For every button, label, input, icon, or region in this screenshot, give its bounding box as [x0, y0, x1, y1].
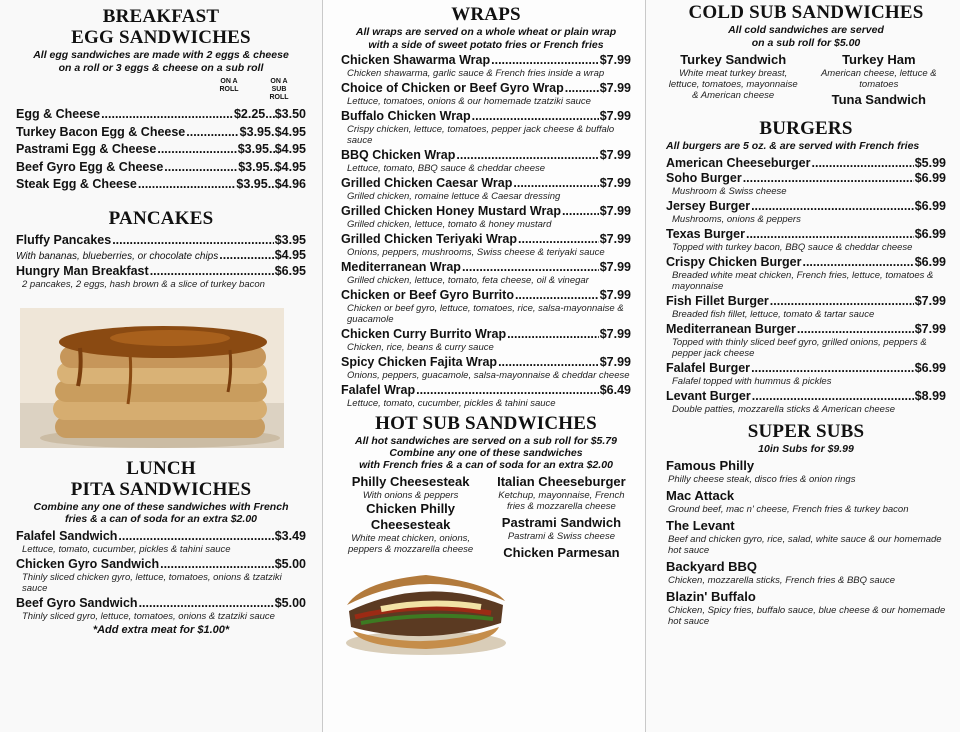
hot-subs-note-line-2: Combine any one of these sandwiches	[389, 447, 583, 459]
menu-item-row	[16, 233, 306, 248]
price-sub-roll: $4.96	[274, 177, 306, 191]
leader-dots	[507, 327, 599, 342]
panel-right	[646, 0, 960, 732]
item-description: Topped with turkey bacon, BBQ sauce & cheddar cheese	[672, 241, 913, 253]
item-name: American Cheeseburger	[666, 155, 811, 170]
cold-sub-desc: White meat turkey breast, lettuce, tomatoes, mayonnaise & American cheese	[668, 68, 798, 101]
leader-dots	[770, 294, 914, 309]
cold-subs-left-column	[666, 52, 800, 108]
item-name: Buffalo Chicken Wrap	[341, 109, 471, 123]
pancake-stack-photo	[20, 308, 284, 448]
menu-item-row	[341, 148, 631, 163]
item-description: Lettuce, tomato, BBQ sauce & cheddar cheese	[347, 163, 546, 174]
leader-dots	[565, 81, 599, 96]
item-price: $6.99	[914, 360, 946, 375]
item-name: Crispy Chicken Burger	[666, 254, 802, 269]
item-name: Grilled Chicken Teriyaki Wrap	[341, 232, 517, 246]
menu-item-row	[341, 232, 631, 247]
hot-sub-desc: Ketchup, mayonnaise, French fries & mozzarella cheese	[498, 490, 625, 512]
item-description: Onions, peppers, guacamole, salsa-mayonnaise & cheddar cheese	[347, 370, 630, 381]
price-sub-roll: $4.95	[274, 142, 306, 156]
price-roll: $3.95	[237, 142, 269, 156]
cold-sub-desc: American cheese, lettuce & tomatoes	[820, 68, 937, 90]
item-name: Grilled Chicken Caesar Wrap	[341, 176, 513, 190]
lunch-note-line-2: fries & a can of soda for an extra $2.00	[65, 513, 257, 525]
menu-item-row	[666, 227, 946, 242]
super-sub-name: Mac Attack	[666, 488, 735, 503]
breakfast-item-row	[16, 124, 306, 142]
egg-sandwiches-title: EGG SANDWICHES	[71, 27, 251, 48]
breakfast-item-row	[16, 141, 306, 159]
item-price: $5.00	[274, 556, 306, 571]
item-price: $3.49	[274, 528, 306, 543]
pancakes-title: PANCAKES	[108, 207, 214, 229]
breakfast-note-line-2: on a roll or 3 eggs & cheese on a sub roll	[58, 61, 264, 74]
item-price: $6.49	[599, 383, 631, 397]
menu-item-row	[666, 294, 946, 309]
leader-dots	[265, 106, 275, 124]
item-name: Fluffy Pancakes	[16, 232, 112, 247]
item-description: Lettuce, tomato, cucumber, pickles & tahini sauce	[22, 543, 231, 555]
item-description: Falafel topped with hummus & pickles	[672, 375, 832, 387]
menu-item-row	[666, 199, 946, 214]
item-price: $7.99	[599, 81, 631, 95]
lunch-note	[16, 501, 306, 526]
item-description: Mushrooms, onions & peppers	[672, 213, 801, 225]
price-roll: $3.95	[238, 159, 270, 174]
item-price: $7.99	[599, 109, 631, 123]
breakfast-item-row	[16, 106, 306, 124]
sub-sandwich-photo	[341, 561, 511, 657]
wraps-list	[341, 53, 631, 409]
breakfast-list	[16, 106, 306, 194]
cold-sub-name: Turkey Sandwich	[680, 52, 787, 67]
item-price: $7.99	[914, 321, 946, 336]
menu-item-row	[341, 204, 631, 219]
lunch-list	[16, 529, 306, 622]
burgers-note: All burgers are 5 oz. & are served with French fries	[666, 140, 920, 152]
menu-item-row	[666, 156, 946, 171]
leader-dots	[513, 176, 598, 191]
leader-dots	[472, 109, 599, 124]
leader-dots	[498, 355, 599, 370]
item-price: $4.95	[274, 247, 306, 262]
leader-dots	[150, 264, 274, 279]
leader-dots	[160, 557, 274, 572]
item-price: $6.99	[914, 254, 946, 269]
cold-subs-note-line-2: on a sub roll for $5.00	[751, 36, 861, 49]
breakfast-item-row	[16, 159, 306, 177]
hot-sub-desc: Pastrami & Swiss cheese	[507, 531, 615, 542]
menu-item-row	[341, 53, 631, 68]
leader-dots	[515, 288, 599, 303]
item-name: Spicy Chicken Fajita Wrap	[341, 355, 498, 369]
menu-item-row	[341, 383, 631, 398]
hot-subs-right-column	[492, 474, 631, 657]
hot-subs-title: HOT SUB SANDWICHES	[375, 413, 597, 434]
cold-subs-right-column	[812, 52, 946, 108]
super-sub-name: Backyard BBQ	[666, 559, 758, 574]
item-name: Levant Burger	[666, 388, 751, 403]
cold-subs-columns	[666, 52, 946, 108]
wraps-title: WRAPS	[451, 4, 521, 25]
menu-item-row	[341, 327, 631, 342]
item-name: Falafel Wrap	[341, 383, 416, 397]
leader-dots	[751, 199, 914, 214]
leader-dots	[752, 389, 914, 404]
item-description: Topped with thinly sliced beef gyro, grilled onions, peppers & pepper jack cheese	[672, 336, 927, 359]
item-name: Falafel Burger	[666, 360, 751, 375]
leader-dots	[751, 361, 914, 376]
item-name: Mediterranean Burger	[666, 321, 796, 336]
item-description: Crispy chicken, lettuce, tomatoes, pepper jack cheese & buffalo sauce	[347, 124, 615, 146]
hot-sub-name: Italian Cheeseburger	[497, 474, 626, 489]
item-description: Onions, peppers, mushrooms, Swiss cheese & teriyaki sauce	[347, 247, 605, 258]
burgers-title: BURGERS	[759, 118, 853, 139]
leader-dots	[112, 233, 274, 248]
price-sub-roll: $4.95	[274, 159, 306, 174]
panel-middle	[322, 0, 646, 732]
super-subs-list	[666, 458, 946, 627]
leader-dots	[164, 159, 237, 177]
price-roll: $3.95	[239, 124, 271, 139]
item-description: Mushroom & Swiss cheese	[672, 185, 787, 197]
menu-item-row	[341, 260, 631, 275]
item-name: Chicken or Beef Gyro Burrito	[341, 288, 514, 302]
item-description: Thinly sliced chicken gyro, lettuce, tomatoes, onions & tzatziki sauce	[22, 571, 282, 594]
item-name: Grilled Chicken Honey Mustard Wrap	[341, 204, 561, 218]
cold-sub-name: Tuna Sandwich	[831, 92, 926, 107]
wraps-note-line-1: All wraps are served on a whole wheat or plain wrap	[355, 26, 617, 38]
item-description: Lettuce, tomato, cucumber, pickles & tahini sauce	[347, 398, 556, 409]
super-sub-name: Blazin' Buffalo	[666, 589, 756, 604]
leader-dots	[138, 176, 236, 194]
price-roll: $2.25	[233, 107, 266, 121]
pita-sandwiches-title: PITA SANDWICHES	[70, 478, 252, 500]
item-price: $6.95	[274, 263, 306, 278]
item-price: $7.99	[599, 53, 631, 67]
item-name: Chicken Shawarma Wrap	[341, 53, 491, 67]
breakfast-title: BREAKFAST	[102, 6, 220, 27]
menu-item-row	[666, 389, 946, 404]
item-description: Breaded white meat chicken, French fries, lettuce, tomatoes & mayonnaise	[672, 269, 934, 292]
leader-dots	[462, 260, 599, 275]
leader-dots	[802, 255, 913, 270]
item-name: BBQ Chicken Wrap	[341, 148, 456, 162]
menu-item-row	[341, 355, 631, 370]
leader-dots	[118, 529, 273, 544]
item-description: Double patties, mozzarella sticks & American cheese	[672, 403, 895, 415]
wraps-note	[341, 26, 631, 51]
leader-dots	[743, 171, 914, 186]
item-name: Beef Gyro Egg & Cheese	[16, 159, 164, 174]
item-description: Lettuce, tomatoes, onions & our homemade tzatziki sauce	[347, 96, 591, 107]
item-name: Pastrami Egg & Cheese	[16, 142, 157, 156]
menu-item-row	[666, 255, 946, 270]
item-name: Jersey Burger	[666, 198, 751, 213]
item-price: $7.99	[599, 355, 631, 369]
leader-dots	[268, 176, 275, 194]
item-price: $7.99	[599, 260, 631, 274]
item-price: $7.99	[599, 148, 631, 162]
item-price: $7.99	[599, 327, 631, 341]
item-name: Falafel Sandwich	[16, 528, 118, 543]
lunch-title: LUNCH	[126, 457, 196, 479]
hot-subs-left-column	[341, 474, 480, 657]
extra-meat-note: *Add extra meat for $1.00*	[92, 623, 230, 636]
hot-subs-note-line-1: All hot sandwiches are served on a sub roll for $5.79	[354, 435, 617, 447]
leader-dots	[518, 232, 599, 247]
item-name: Choice of Chicken or Beef Gyro Wrap	[341, 81, 564, 95]
item-description: Thinly sliced gyro, lettuce, tomatoes, onions & tzatziki sauce	[22, 610, 275, 622]
menu-item-row	[16, 264, 306, 279]
breakfast-note	[16, 49, 306, 74]
cold-subs-note-line-1: All cold sandwiches are served	[728, 24, 884, 36]
menu-item-row	[341, 109, 631, 124]
col-header-sub-roll: ON A SUB ROLL	[269, 78, 289, 101]
hot-sub-desc: White meat chicken, onions, peppers & mozzarella cheese	[348, 533, 474, 555]
hot-subs-note-line-3: with French fries & a can of soda for an extra $2.00	[359, 459, 613, 471]
item-name: Hungry Man Breakfast	[16, 263, 149, 278]
menu-item-row	[341, 176, 631, 191]
item-price: $7.99	[914, 293, 946, 308]
item-name: With bananas, blueberries, or chocolate chips	[16, 250, 219, 262]
wraps-note-line-2: with a side of sweet potato fries or French fries	[368, 38, 604, 51]
item-description: Chicken shawarma, garlic sauce & French fries inside a wrap	[347, 68, 605, 79]
item-price: $6.99	[914, 170, 946, 185]
leader-dots	[456, 148, 598, 163]
leader-dots	[797, 322, 914, 337]
super-sub-name: The Levant	[666, 518, 735, 533]
menu-item-row	[666, 171, 946, 186]
super-subs-title: SUPER SUBS	[747, 420, 865, 442]
item-name: Chicken Gyro Sandwich	[16, 556, 160, 571]
item-description: Chicken or beef gyro, lettuce, tomatoes, rice, salsa-mayonnaise & guacamole	[347, 303, 624, 325]
item-description: Breaded fish fillet, lettuce, tomato & tartar sauce	[672, 308, 875, 320]
item-price: $6.99	[914, 226, 946, 241]
price-sub-roll: $4.95	[274, 124, 306, 139]
item-price: $7.99	[599, 176, 631, 190]
super-subs-note: 10in Subs for $9.99	[758, 442, 854, 455]
item-description: Grilled chicken, lettuce, tomato & honey mustard	[347, 219, 552, 230]
hot-sub-name: Chicken Philly Cheesesteak	[366, 501, 456, 532]
leader-dots	[491, 53, 599, 68]
menu-item-row	[341, 81, 631, 96]
price-roll: $3.95	[236, 177, 268, 191]
leader-dots	[416, 383, 599, 398]
super-sub-desc: Beef and chicken gyro, rice, salad, white sauce & our homemade hot sauce	[668, 534, 942, 556]
item-name: Chicken Curry Burrito Wrap	[341, 327, 507, 341]
super-sub-desc: Philly cheese steak, disco fries & onion rings	[668, 474, 856, 485]
menu-item-row	[16, 557, 306, 572]
item-name: Egg & Cheese	[16, 107, 101, 121]
item-price: $3.95	[274, 232, 306, 247]
item-description: Grilled chicken, romaine lettuce & Caesar dressing	[347, 191, 561, 202]
item-price: $5.00	[274, 595, 306, 610]
breakfast-item-row	[16, 176, 306, 194]
item-description: Grilled chicken, lettuce, tomato, feta cheese, oil & vinegar	[347, 275, 589, 286]
item-name: Steak Egg & Cheese	[16, 177, 137, 191]
item-name: Soho Burger	[666, 170, 742, 185]
item-price: $7.99	[599, 204, 631, 218]
super-sub-name: Famous Philly	[666, 458, 755, 473]
leader-dots	[746, 227, 914, 242]
item-price: $8.99	[914, 388, 946, 403]
item-price: $5.99	[914, 155, 946, 170]
leader-dots	[812, 156, 914, 171]
pancakes-list	[16, 233, 306, 290]
menu-item-row	[666, 361, 946, 376]
hot-sub-name: Chicken Parmesan	[503, 545, 620, 560]
leader-dots	[139, 596, 274, 611]
item-description: Chicken, rice, beans & curry sauce	[347, 342, 494, 353]
panel-left	[0, 0, 322, 732]
item-description: 2 pancakes, 2 eggs, hash brown & a slice of turkey bacon	[22, 278, 265, 290]
item-name: Turkey Bacon Egg & Cheese	[16, 124, 186, 139]
cold-subs-note	[666, 24, 946, 49]
menu-item-row	[16, 529, 306, 544]
breakfast-note-line-1: All egg sandwiches are made with 2 eggs & cheese	[33, 49, 289, 61]
cold-sub-name: Turkey Ham	[842, 52, 916, 67]
hot-sub-name: Pastrami Sandwich	[501, 515, 622, 530]
leader-dots	[219, 248, 273, 263]
leader-dots	[562, 204, 599, 219]
hot-subs-note	[341, 435, 631, 471]
item-price: $7.99	[599, 232, 631, 246]
hot-subs-columns	[341, 474, 631, 657]
col-header-roll: ON A ROLL	[219, 78, 239, 93]
breakfast-column-headers	[16, 78, 294, 102]
hot-sub-desc: With onions & peppers	[362, 490, 459, 501]
item-name: Texas Burger	[666, 226, 745, 241]
super-sub-desc: Ground beef, mac n' cheese, French fries & turkey bacon	[668, 504, 909, 515]
leader-dots	[186, 124, 238, 142]
hot-sub-name: Philly Cheesesteak	[351, 474, 470, 489]
menu-item-row	[16, 248, 306, 264]
leader-dots	[101, 106, 233, 124]
menu-item-row	[666, 322, 946, 337]
menu-item-row	[16, 596, 306, 611]
price-sub-roll: $3.50	[274, 107, 306, 121]
burgers-list	[666, 156, 946, 415]
item-price: $6.99	[914, 198, 946, 213]
lunch-note-line-1: Combine any one of these sandwiches with French	[33, 500, 289, 513]
item-name: Beef Gyro Sandwich	[16, 595, 138, 610]
leader-dots	[157, 141, 236, 159]
cold-subs-title: COLD SUB SANDWICHES	[688, 2, 924, 23]
menu-item-row	[341, 288, 631, 303]
super-sub-desc: Chicken, Spicy fries, buffalo sauce, blue cheese & our homemade hot sauce	[668, 605, 946, 627]
item-name: Fish Fillet Burger	[666, 293, 769, 308]
super-sub-desc: Chicken, mozzarella sticks, French fries & BBQ sauce	[668, 575, 896, 586]
item-price: $7.99	[599, 288, 631, 302]
item-name: Mediterranean Wrap	[341, 260, 461, 274]
